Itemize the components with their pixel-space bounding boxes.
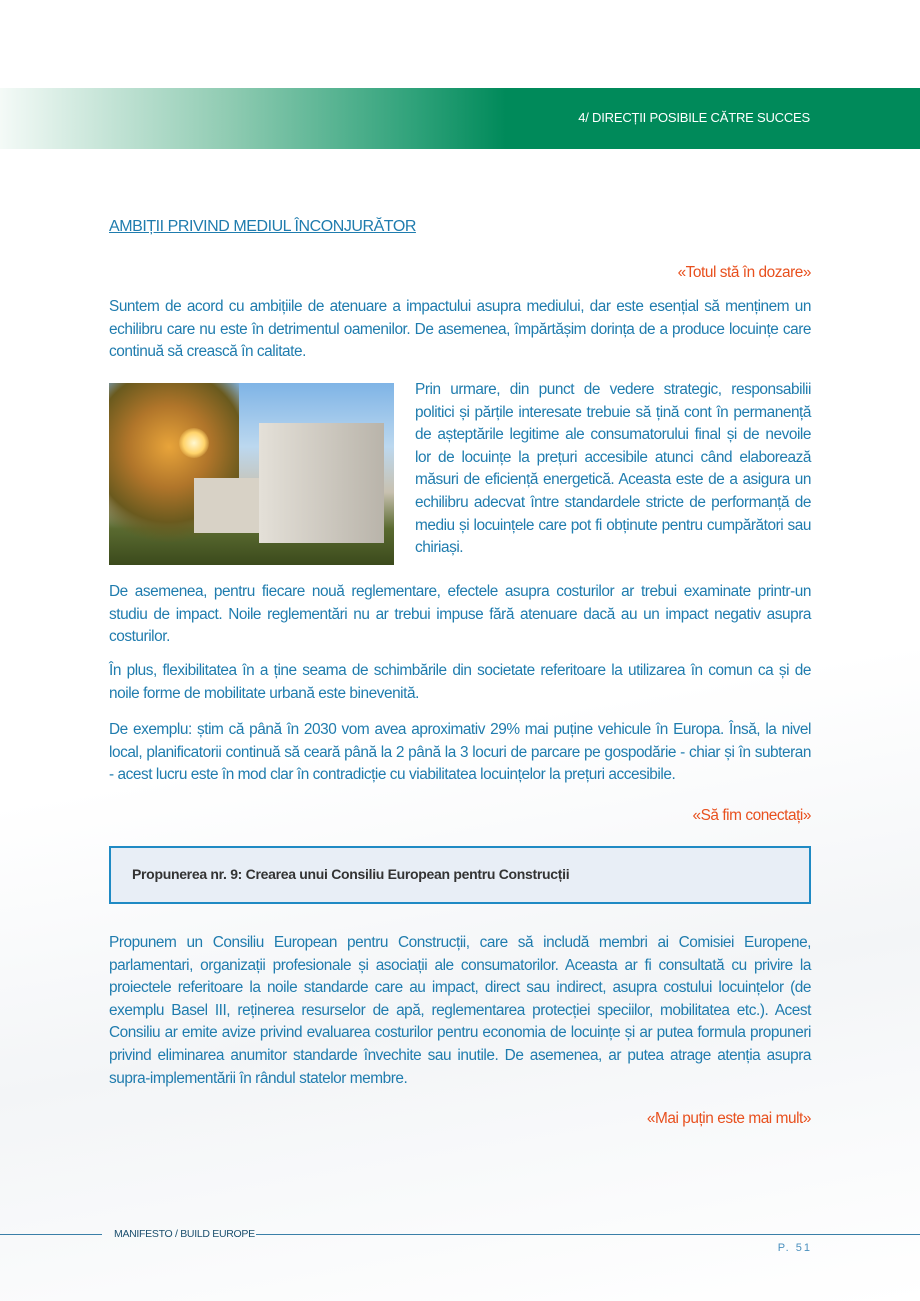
section-title: 4/ DIRECȚII POSIBILE CĂTRE SUCCES: [578, 110, 810, 125]
section-header-band: [0, 88, 920, 149]
paragraph-3: De asemenea, pentru fiecare nouă reglementare, efectele asupra costurilor ar trebui examinate printr-un studiu de impact. Noile reglementări nu ar trebui impuse fără atenuare dacă au un impact negativ asupra costurilor.: [109, 583, 811, 646]
footer-divider-left: [0, 1234, 102, 1235]
quote-1: «Totul stă în dozare»: [677, 264, 811, 281]
paragraph-5: De exemplu: știm că până în 2030 vom avea aproximativ 29% mai puține vehicule în Europa. Însă, la nivel local, planificatorii continuă să ceară până la 2 până la 3 locuri de parcare pe gospodărie - chiar și în subteran - acest lucru este în mod clar în contradicție cu viabilitatea locuințelor la prețuri accesibile.: [109, 721, 811, 784]
building-photo: [109, 383, 394, 565]
footer-divider-right: [256, 1234, 920, 1235]
proposal-title: Propunerea nr. 9: Crearea unui Consiliu European pentru Construcții: [132, 866, 570, 882]
quote-2: «Să fim conectați»: [692, 807, 811, 824]
heading: AMBIȚII PRIVIND MEDIUL ÎNCONJURĂTOR: [109, 218, 416, 235]
footer-title: MANIFESTO / BUILD EUROPE: [114, 1228, 255, 1240]
paragraph-1: Suntem de acord cu ambițiile de atenuare a impactului asupra mediului, dar este esențial să menținem un echilibru care nu este în detrimentul oamenilor. De asemenea, împărtășim dorința de a produce locuințe care continuă să crească în calitate.: [109, 298, 811, 361]
paragraph-6: Propunem un Consiliu European pentru Construcții, care să includă membri ai Comisiei Europene, parlamentari, organizații profesionale și asociații ale consumatorilor. Aceasta ar fi consultată cu privire la proiectele referitoare la noile standarde care au impact, direct sau indirect, asupra costului locuințelor (de exemplu Basel III, reținerea resurselor de apă, reglementarea protecției speciilor, mobilitatea etc.). Acest Consiliu ar emite avize privind evaluarea costurilor pentru economia de locuințe și ar putea formula propuneri privind eliminarea anumitor standarde învechite sau inutile. De asemenea, ar putea atrage atenția asupra supra-implementării în rândul statelor membre.: [109, 934, 811, 1087]
paragraph-4: În plus, flexibilitatea în a ține seama de schimbările din societate referitoare la utilizarea în comun ca și de noile forme de mobilitate urbană este binevenită.: [109, 662, 811, 702]
quote-3: «Mai puțin este mai mult»: [646, 1110, 811, 1127]
page-number: P. 51: [777, 1242, 812, 1254]
proposal-box: [109, 846, 811, 904]
paragraph-2: Prin urmare, din punct de vedere strategic, responsabilii politici și părțile interesate trebuie să țină cont în permanență de așteptările legitime ale consumatorului final și de nevoile lor de locuințe la prețuri accesibile atunci când elaborează măsuri de eficiență energetică. Aceasta este de a asigura un echilibru adecvat între standardele stricte de performanță de mediu și locuințele care pot fi obținute pentru cumpărători sau chiriași.: [415, 381, 811, 557]
